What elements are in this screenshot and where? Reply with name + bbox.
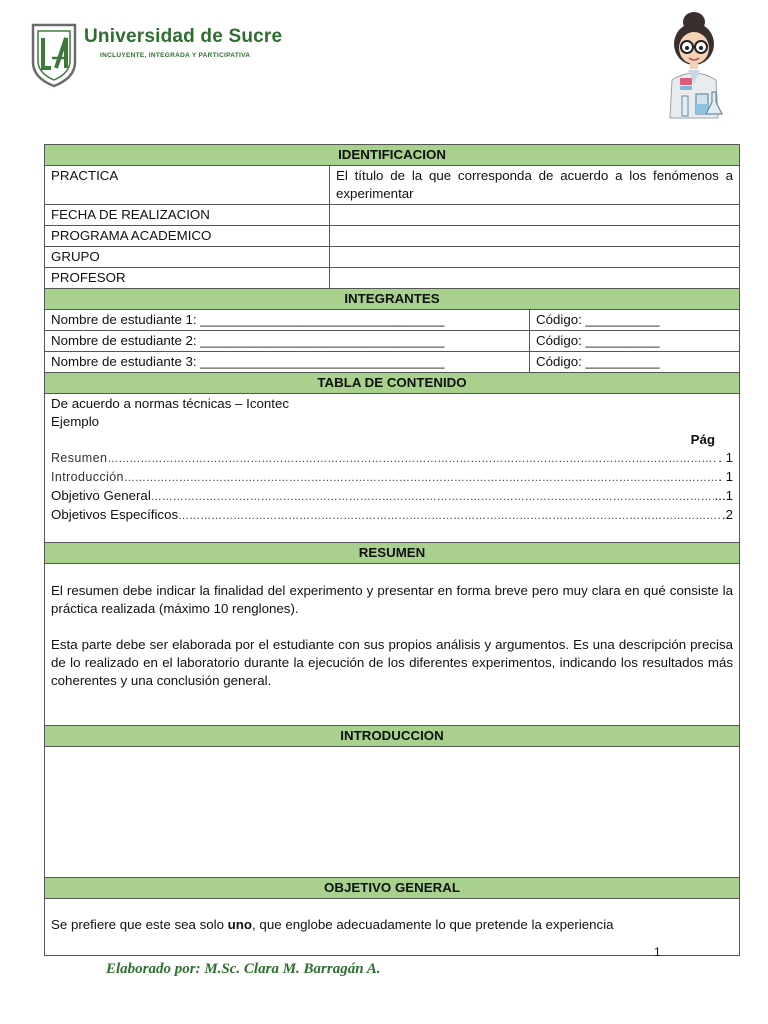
- page-number: 1: [654, 945, 661, 959]
- resumen-paragraph: Esta parte debe ser elaborada por el estudiante con sus propios análisis y argumentos. Es una descripción precisa de lo realizado en el laboratorio durante la ejecución de los diferentes experimentos, indicando los resultados más coherentes y una conclusión general.: [51, 637, 734, 688]
- row-label: GRUPO: [45, 247, 330, 268]
- student-name-field: Nombre de estudiante 1: _________________________________: [45, 310, 530, 331]
- toc-entry: [51, 449, 733, 468]
- university-logo: [30, 22, 283, 90]
- student-code-field: Código: __________: [530, 331, 740, 352]
- scientist-illustration-icon: [652, 8, 736, 120]
- student-name-field: Nombre de estudiante 3: _________________________________: [45, 352, 530, 373]
- table-row: [45, 226, 740, 247]
- introduccion-header: INTRODUCCION: [45, 726, 740, 747]
- toc-intro-line: De acuerdo a normas técnicas – Icontec: [51, 396, 289, 411]
- table-row: [45, 166, 740, 205]
- toc-entry-page: ...1: [714, 488, 734, 503]
- table-row: [45, 352, 740, 373]
- university-shield-icon: [30, 22, 78, 88]
- toc-entry-page: .2: [721, 507, 734, 522]
- toc-entry: [51, 468, 733, 487]
- author-footer: Elaborado por: M.Sc. Clara M. Barragán A.: [106, 961, 381, 977]
- toc-entry: [51, 487, 733, 506]
- objetivo-general-header: OBJETIVO GENERAL: [45, 878, 740, 899]
- resumen-body: [45, 564, 740, 726]
- table-row: [45, 310, 740, 331]
- row-label: PROGRAMA ACADEMICO: [45, 226, 330, 247]
- resumen-paragraph: El resumen debe indicar la finalidad del experimento y presentar en forma breve pero muy clara en qué consiste la práctica realizada (máximo 10 renglones).: [51, 583, 734, 616]
- objetivo-text-bold: uno: [227, 917, 253, 932]
- university-slogan: INCLUYENTE, INTEGRADA Y PARTICIPATIVA: [100, 52, 251, 59]
- row-label: PROFESOR: [45, 268, 330, 289]
- toc-entry-label: Objetivo General: [51, 488, 151, 503]
- objetivo-general-body: [45, 899, 740, 956]
- introduccion-body: [45, 747, 740, 878]
- lab-report-form: [44, 144, 740, 956]
- tabla-contenido-header: TABLA DE CONTENIDO: [45, 373, 740, 394]
- table-row: [45, 331, 740, 352]
- university-name: Universidad de Sucre: [84, 26, 283, 47]
- resumen-header: RESUMEN: [45, 543, 740, 564]
- row-value: [330, 205, 740, 226]
- student-name-field: Nombre de estudiante 2: _________________________________: [45, 331, 530, 352]
- student-code-field: Código: __________: [530, 310, 740, 331]
- row-value: [330, 268, 740, 289]
- table-of-contents: [45, 394, 740, 543]
- row-value: [330, 226, 740, 247]
- row-label: PRACTICA: [45, 166, 330, 205]
- toc-entry-label: Objetivos Específicos: [51, 507, 179, 522]
- student-code-field: Código: __________: [530, 352, 740, 373]
- row-label: FECHA DE REALIZACION: [45, 205, 330, 226]
- row-value: El título de la que corresponda de acuerdo a los fenómenos a experimentar: [330, 166, 740, 205]
- toc-page-header: Pág: [690, 432, 716, 447]
- toc-entry-label: Resumen: [51, 451, 108, 465]
- row-value: [330, 247, 740, 268]
- toc-example-line: Ejemplo: [51, 414, 100, 429]
- objetivo-text: , que englobe adecuadamente lo que pretende la experiencia: [252, 917, 614, 932]
- integrantes-header: INTEGRANTES: [45, 289, 740, 310]
- table-row: [45, 268, 740, 289]
- toc-entry: [51, 506, 733, 525]
- objetivo-text: Se prefiere que este sea solo: [51, 917, 228, 932]
- toc-entry-page: . 1: [718, 469, 734, 484]
- table-row: [45, 247, 740, 268]
- toc-entry-page: . 1: [718, 450, 734, 465]
- identificacion-header: IDENTIFICACION: [45, 145, 740, 166]
- table-row: [45, 205, 740, 226]
- toc-entry-label: Introducción: [51, 470, 124, 484]
